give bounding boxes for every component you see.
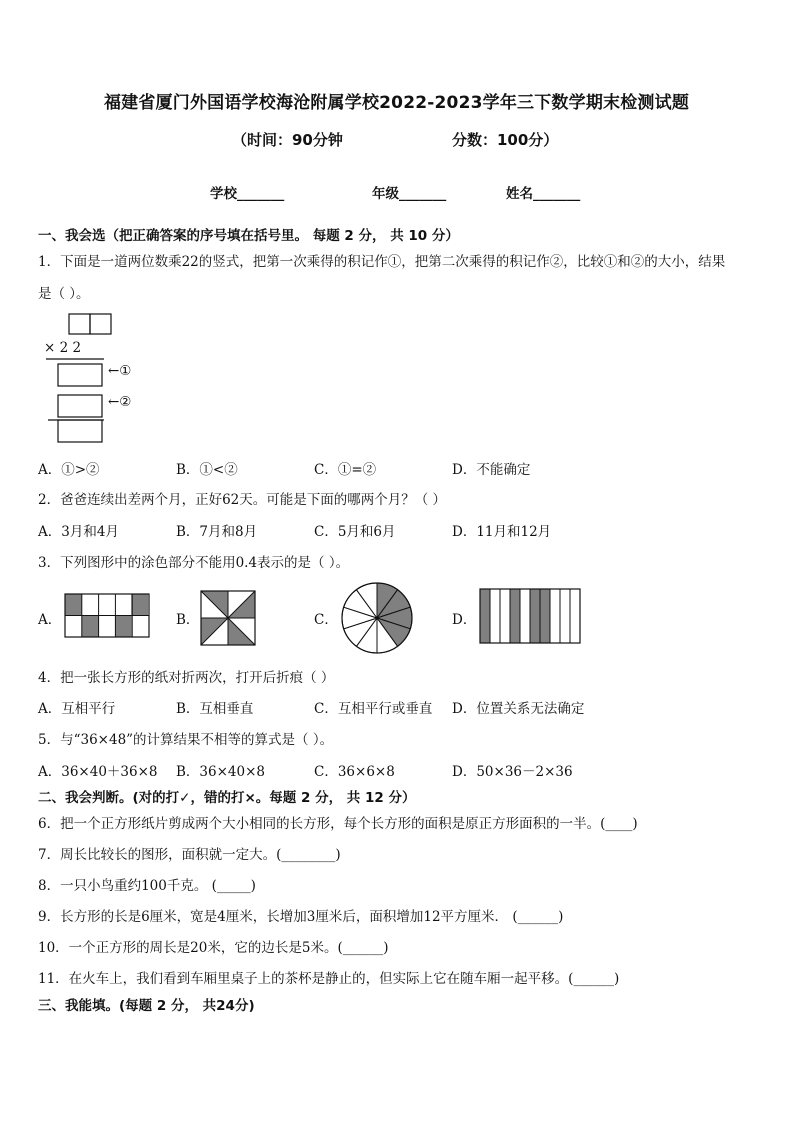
q3-option-b[interactable]: B． (176, 612, 200, 628)
stripe (490, 589, 500, 643)
q4-option-d[interactable]: D．位置关系无法确定 (452, 701, 585, 717)
q3-option-d[interactable]: D． (452, 612, 477, 628)
q1-mark-2: ←② (108, 394, 132, 410)
judge-item-11: 11．在火车上，我们看到车厢里桌子上的茶杯是静止的，但实际上它在随车厢一起平移。(______) (38, 971, 620, 987)
stripe (510, 589, 520, 643)
q2-option-a[interactable]: A．3月和4月 (38, 524, 119, 540)
stripe (520, 589, 530, 643)
q3-figure-d-stripes (479, 588, 581, 644)
time-limit: （时间：90分钟 (232, 131, 343, 149)
q4-option-a[interactable]: A．互相平行 (38, 701, 116, 717)
q2-option-c[interactable]: C．5月和6月 (314, 524, 396, 540)
q5-option-c[interactable]: C．36×6×8 (314, 764, 395, 780)
q5-text: 5．与“36×48”的计算结果不相等的算式是（ ）。 (38, 732, 334, 748)
page-title: 福建省厦门外国语学校海沧附属学校2022-2023学年三下数学期末检测试题 (103, 93, 690, 113)
q2-option-b[interactable]: B．7月和8月 (176, 524, 258, 540)
stripe (500, 589, 510, 643)
judge-item-10: 10．一个正方形的周长是20米，它的边长是5米。(______) (38, 940, 389, 956)
q1-multiplication-figure (40, 310, 160, 445)
q1-option-b[interactable]: B．①<② (176, 462, 238, 478)
school-field: 学校_______ (210, 186, 285, 202)
grade-field: 年级_______ (372, 186, 447, 202)
stripe (480, 589, 490, 643)
section-3-heading: 三、我能填。(每题 2 分， 共24分) (38, 998, 255, 1014)
name-field: 姓名_______ (506, 186, 581, 202)
judge-item-7: 7．周长比较长的图形，面积就一定大。(________) (38, 847, 341, 863)
q3-option-c[interactable]: C． (314, 612, 338, 628)
judge-item-9: 9．长方形的长是6厘米，宽是4厘米，长增加3厘米后，面积增加12平方厘米． (______) (38, 909, 564, 925)
q3-figure-a-grid (64, 593, 150, 639)
q2-option-d[interactable]: D．11月和12月 (452, 524, 552, 540)
stripe (550, 589, 560, 643)
section-1-heading: 一、我会选（把正确答案的序号填在括号里。 每题 2 分， 共 10 分） (38, 228, 459, 244)
judge-item-6: 6．把一个正方形纸片剪成两个大小相同的长方形，每个长方形的面积是原正方形面积的一半。(____) (38, 816, 638, 832)
q3-option-a[interactable]: A． (38, 612, 62, 628)
q5-option-d[interactable]: D．50×36－2×36 (452, 764, 573, 780)
stripe (540, 589, 550, 643)
stripe (570, 589, 580, 643)
stripe (530, 589, 540, 643)
q5-option-b[interactable]: B．36×40×8 (176, 764, 265, 780)
q1-text-line1: 1．下面是一道两位数乘22的竖式，把第一次乘得的积记作①，把第二次乘得的积记作②，比较①和②的大小，结果 (38, 254, 726, 270)
judge-item-8: 8．一只小鸟重约100千克。 (_____) (38, 878, 256, 894)
q3-figure-c-circle (340, 581, 414, 655)
q2-text: 2．爸爸连续出差两个月，正好62天。可能是下面的哪两个月？（ ） (38, 492, 447, 508)
q4-option-b[interactable]: B．互相垂直 (176, 701, 254, 717)
q3-text: 3．下列图形中的涂色部分不能用0.4表示的是（ ）。 (38, 555, 350, 571)
q4-option-c[interactable]: C．互相平行或垂直 (314, 701, 433, 717)
total-score: 分数：100分） (452, 131, 559, 149)
q1-option-d[interactable]: D．不能确定 (452, 462, 531, 478)
q1-option-a[interactable]: A．①>② (38, 462, 100, 478)
q5-option-a[interactable]: A．36×40＋36×8 (38, 764, 158, 780)
section-2-heading: 二、我会判断。(对的打✓，错的打×。每题 2 分， 共 12 分） (38, 790, 416, 806)
q1-multiplier: × 2 2 (44, 340, 82, 356)
q3-figure-b-square (200, 590, 256, 646)
q1-mark-1: ←① (108, 363, 132, 379)
q1-option-c[interactable]: C．①=② (314, 462, 377, 478)
q4-text: 4．把一张长方形的纸对折两次，打开后折痕（ ） (38, 670, 335, 686)
q1-text-line2: 是（ ）。 (38, 286, 90, 302)
stripe (560, 589, 570, 643)
